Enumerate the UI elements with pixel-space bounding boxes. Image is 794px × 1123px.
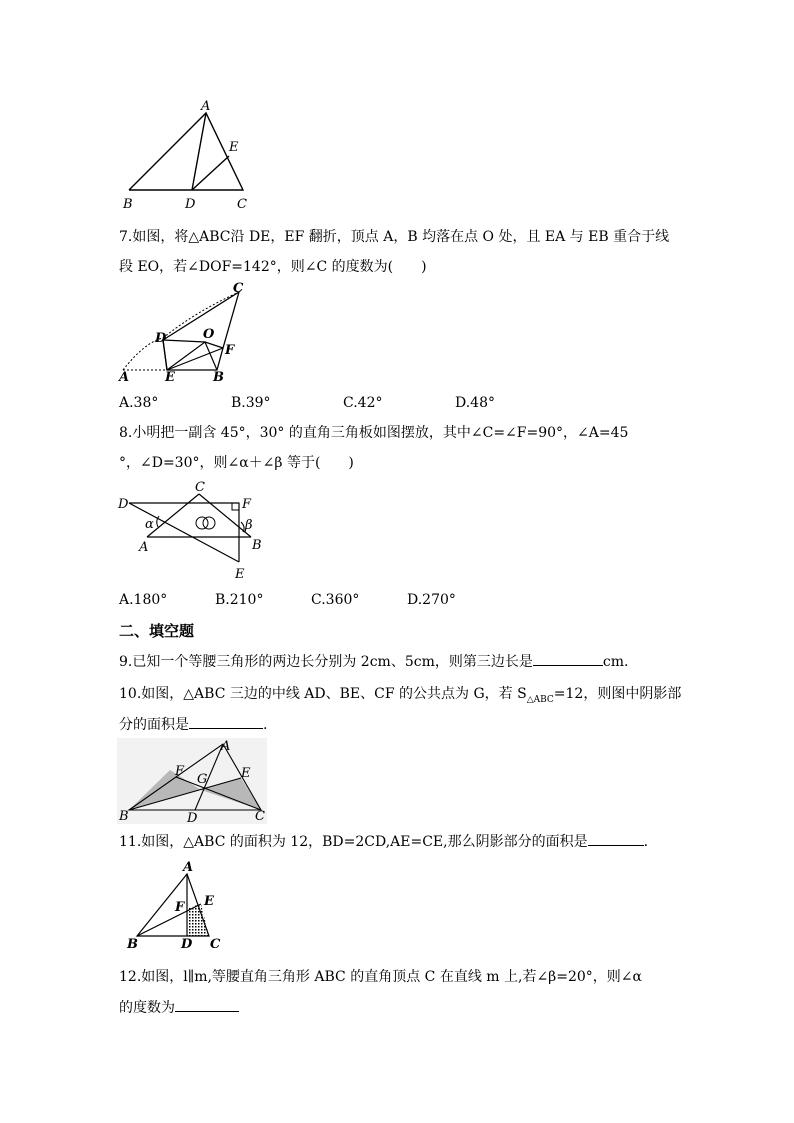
q11-text-after: .: [643, 834, 649, 850]
figure-q8-set-squares: [115, 480, 275, 586]
q7-option-a: A.38°: [119, 395, 159, 411]
q8-option-d: D.270°: [407, 592, 456, 608]
q10-subscript: △ABC: [526, 694, 554, 705]
q11-label-f: F: [175, 900, 185, 915]
q12-line2-before: 的度数为: [119, 1000, 175, 1016]
section-title-fill-in: 二、填空题: [119, 622, 195, 640]
q7-label-d: D: [155, 331, 167, 346]
q9-text: [119, 651, 628, 672]
q12-text-line2: [119, 997, 239, 1018]
fig6-label-d: D: [185, 197, 196, 212]
q7-label-e: E: [165, 370, 175, 385]
q8-label-b: B: [252, 538, 262, 553]
q11-label-c: C: [210, 937, 221, 952]
q10-line2-after: .: [263, 717, 268, 733]
q7-label-c: C: [233, 282, 244, 296]
q11-text: [119, 831, 648, 852]
figure-q7-folding: [115, 282, 255, 387]
q7-label-b: B: [213, 370, 224, 385]
q9-text-after: cm.: [602, 654, 629, 670]
q8-text-line1: 8.小明把一副含 45°，30° 的直角三角板如图摆放，其中∠C=∠F=90°，∠A=45: [119, 425, 629, 441]
q7-option-d: D.48°: [455, 395, 495, 411]
q9-answer-blank[interactable]: [533, 651, 603, 666]
q11-label-b: B: [127, 937, 138, 952]
q10-text-line1: [119, 684, 681, 710]
q7-option-b: B.39°: [231, 395, 271, 411]
q10-text-after: =12，则图中阴影部: [553, 686, 682, 702]
q8-option-c: C.360°: [311, 592, 360, 608]
q10-label-e: E: [241, 766, 251, 781]
q8-label-a: A: [139, 540, 149, 555]
q11-text-before: 11.如图，△ABC 的面积为 12，BD=2CD,AE=CE,那么阴影部分的面积是: [119, 834, 588, 850]
q10-line2-before: 分的面积是: [119, 717, 189, 733]
q12-text-line1: 12.如图，l∥m,等腰直角三角形 ABC 的直角顶点 C 在直线 m 上,若∠β=20°，则∠α: [119, 969, 642, 985]
q7-label-a: A: [119, 370, 130, 385]
q11-answer-blank[interactable]: [588, 831, 644, 846]
q10-label-c: C: [255, 809, 265, 824]
q8-label-e: E: [235, 567, 245, 582]
q7-label-o: O: [203, 327, 215, 342]
q10-label-d: D: [187, 811, 198, 824]
q10-label-g: G: [197, 772, 208, 787]
q11-label-d: D: [181, 937, 193, 952]
q8-label-f: F: [242, 497, 252, 512]
q10-text-before: 10.如图，△ABC 三边的中线 AD、BE、CF 的公共点为 G，若 S: [119, 686, 527, 702]
q8-label-beta: β: [245, 518, 253, 533]
fig6-label-b: B: [123, 197, 133, 212]
q8-label-d: D: [118, 497, 129, 512]
q7-text-line2: 段 EO，若∠DOF=142°，则∠C 的度数为( ): [119, 259, 427, 275]
q8-text-line2: °，∠D=30°，则∠α＋∠β 等于( ): [119, 455, 354, 471]
q11-label-a: A: [183, 860, 194, 875]
q7-option-c: C.42°: [343, 395, 383, 411]
figure-q10-medians: [117, 738, 267, 824]
q10-text-line2: [119, 714, 267, 735]
q10-answer-blank[interactable]: [189, 714, 263, 729]
figure-q11-triangle: [117, 860, 229, 952]
q7-label-f: F: [225, 343, 235, 358]
q11-label-e: E: [204, 894, 214, 909]
q8-option-b: B.210°: [215, 592, 264, 608]
q8-label-alpha: α: [145, 517, 154, 532]
figure-triangle-abc-top: [115, 98, 255, 213]
q10-label-b: B: [119, 809, 129, 824]
q10-label-a: A: [221, 739, 231, 754]
q12-answer-blank[interactable]: [175, 997, 239, 1012]
q10-label-f: F: [175, 764, 185, 779]
q8-label-c: C: [195, 480, 205, 495]
q7-text-line1: 7.如图，将△ABC沿 DE，EF 翻折，顶点 A，B 均落在点 O 处，且 EA 与 EB 重合于线: [119, 229, 670, 245]
q9-text-before: 9.已知一个等腰三角形的两边长分别为 2cm、5cm，则第三边长是: [119, 654, 533, 670]
q8-option-a: A.180°: [119, 592, 168, 608]
fig6-label-c: C: [237, 197, 247, 212]
fig6-label-a: A: [201, 99, 211, 114]
fig6-label-e: E: [229, 140, 239, 155]
